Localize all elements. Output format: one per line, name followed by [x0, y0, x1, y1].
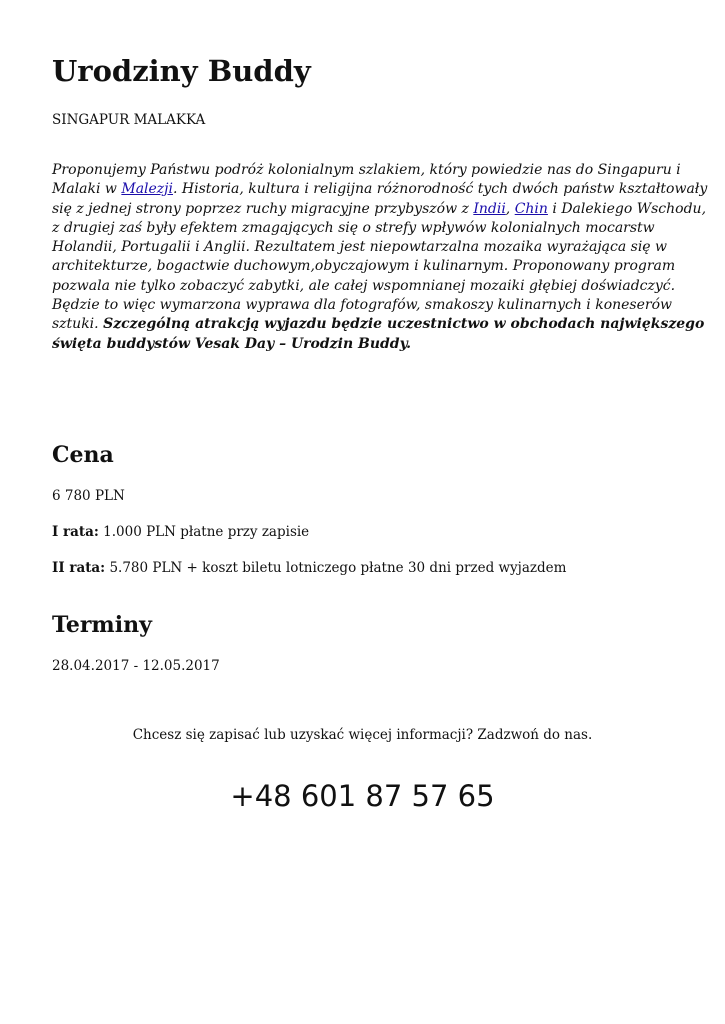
intro-line: [52, 335, 672, 354]
price-heading: Cena: [52, 442, 114, 468]
intro-line: [52, 315, 705, 334]
rate-1-label: I rata:: [52, 524, 99, 540]
intro-line: pozwala nie tylko zobaczyć zabytki, ale całej wspomnianej mozaiki głębiej doświadczyć.: [52, 277, 676, 294]
price-total: 6 780 PLN: [52, 488, 125, 504]
link-indie[interactable]: Indii: [473, 200, 506, 217]
rate-2-text: 5.780 PLN + koszt biletu lotniczego płatne 30 dni przed wyjazdem: [105, 560, 567, 576]
intro-line: architekturze, bogactwie duchowym,obyczajowym i kulinarnym. Proponowany program: [52, 258, 676, 275]
rate-2-label: II rata:: [52, 560, 106, 576]
link-malezja[interactable]: Malezji: [121, 181, 173, 198]
dates-heading: Terminy: [52, 612, 152, 638]
intro-text: i Dalekiego Wschodu,: [547, 200, 707, 217]
page-subtitle: SINGAPUR MALAKKA: [52, 112, 206, 128]
intro-text: Malaki w: [52, 181, 122, 198]
link-chiny[interactable]: Chin: [514, 200, 548, 217]
contact-phone[interactable]: +48 601 87 57 65: [230, 779, 495, 813]
intro-highlight: święta buddystów Vesak Day – Urodzin Buddy.: [52, 335, 411, 352]
page-title: Urodziny Buddy: [52, 54, 311, 88]
dates-range: 28.04.2017 - 12.05.2017: [52, 658, 220, 674]
intro-text: sztuki.: [52, 316, 104, 333]
intro-text: ,: [505, 200, 515, 217]
intro-text: . Historia, kultura i religijna różnorodność tych dwóch państw kształtowały: [173, 181, 708, 198]
intro-text: się z jednej strony poprzez ruchy migracyjne przybyszów z: [52, 200, 474, 217]
rate-1-text: 1.000 PLN płatne przy zapisie: [98, 524, 310, 540]
intro-line: Proponujemy Państwu podróż kolonialnym szlakiem, który powiedzie nas do Singapuru i: [52, 162, 681, 178]
intro-line: [52, 200, 707, 219]
intro-line: Będzie to więc wymarzona wyprawa dla fotografów, smakoszy kulinarnych i koneserów: [52, 297, 672, 314]
intro-line: z drugiej zaś były efektem zmagających się o strefy wpływów kolonialnych mocarstw: [52, 219, 655, 236]
price-rate-2: [52, 559, 566, 577]
intro-paragraph: [52, 161, 708, 354]
intro-line: [52, 180, 708, 199]
contact-cta: Chcesz się zapisać lub uzyskać więcej informacji? Zadzwoń do nas.: [132, 727, 593, 743]
intro-line: Holandii, Portugalii i Anglii. Rezultatem jest niepowtarzalna mozaika wyrażająca się w: [52, 239, 668, 256]
intro-highlight: Szczególną atrakcją wyjazdu będzie uczestnictwo w obchodach największego: [103, 316, 705, 333]
price-rate-1: [52, 523, 309, 541]
